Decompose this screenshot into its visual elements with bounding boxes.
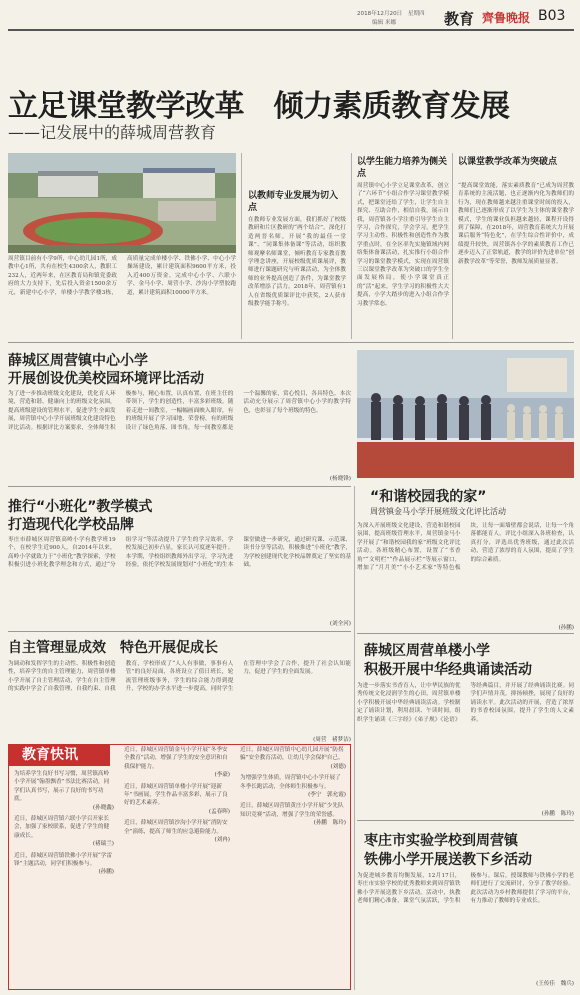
sub-headline: ——记发展中的薛城周营教育 [8, 123, 217, 142]
donate-title-1: 枣庄市实验学校到周营镇 [364, 833, 518, 849]
reform-title: 以课堂教学改革为突破点 [458, 157, 558, 167]
recite-author: (孙鹏 陈玲) [541, 811, 574, 817]
student-text: 周营镇中心小学立足课堂改革，创立了“六环节”小组合作学习课堂教学模式，把课堂还给了学生，让学生自主探究、互助合作，相信自我，展示自我，周营镇各小学注重引导学生自主学习，合作探究，学会学习，把学生学习主动性、积极性和创造性作为教学重点时，在全区率先实施镇域内网络集体备课活动，扎实推行小组合作学习的课堂教学模式，实现在周营镇三以课堂教学改革为突破口的学生全面发展格局，使小学课堂真正的“活”起来，学生学习的积极性大大提高，小学大踏步的进入小组合作学习教学常态。 [357, 183, 449, 307]
self-manage-text: 为调动和发挥学生的主动性、积极性和创造性，培养学生的自主管理能力，周营镇单楼小学开展了自主管理活动，学生在自主管理的实践中学会了自我管理、自我约束、自我教育，学校形成了“人人有事做，事事有人管”的良好局面，各班设立了值日班长，轮流管理班级事务，学生的综合能力得到提升，学校的办学水平进一步提高，同时学生在管理中学会了合作，提升了社会认知能力，促进了学生的全面发展。 [8, 661, 351, 693]
col-divider-1 [241, 153, 242, 339]
reform-text: “提高课堂效能，落实素质教育”已成为周营教育系统的主流活题，也正逐渐内化为教师们的行为，现在教师越来越注重课堂时间的投入，教师们已逐渐形成了以学生为主体的课堂教学模式，学生的课业负担越来越轻，课程开设得到了保障，在2018年，周营教育系统大力开展课后服务“特色化”，在学生综合性评价中，成绩提升较快，周营镇各小学的素质教育工作已逐步迈入了正常轨道，教学的评价先进单位“创新教学改革”等荣誉，教师发展质量显著。 [458, 183, 574, 265]
harmony-author: (孙鹏) [558, 625, 574, 631]
paper-logo: 齊鲁晚报 [482, 11, 531, 25]
quick-item: 近日，薛城区周营镇黄庄小学开展“少先队知识竞赛”活动，增强了学生的荣誉感。 (孙鹏 陈玲) [240, 803, 346, 827]
section-name: 教育 [444, 10, 475, 28]
donate-author: (王传佳 魏兵) [536, 981, 574, 987]
small-class-title-2: 打造现代化学校品牌 [8, 517, 134, 533]
page-number: B03 [538, 8, 566, 24]
harmony-text: 为深入开展班级文化建设，营造和谐校园氛围，提高班级管理水平，周营镇金马小学开展了“和谐校园我的家”班级文化评比活动。各班级精心布置，设置了“书香角”“文明栏”“作品展示栏”等展示窗口，增加了“月月美”“小小艺术家”等特色板块，让每一面墙壁都会说话，让每一个角落都能育人。评比小组深入各班检查，认真打分，评选出优秀班级，通过此次活动，营造了浓厚的育人氛围，提高了学生的综合素质。 [357, 523, 574, 572]
teacher-text: 在教师专业发展方面，我们抓好了校级教研和片区教研的“两个结合”，深化打造两晋名师，开展“我的最佳一堂课”、“同课集体备课”等活动，组织教师观摩名师课堂，倾听教育专家教育教学理念讲座，开展校级优质课展评，教师进行课题研究与听课活动，为全体教师的业务提高创造了条件，为课堂教学改革增添了活力。2018年，周营镇有1人在省级优质课评比中获奖，2人获市级教学能手称号。 [248, 217, 346, 308]
quick-item: 为增强学生体质，周营镇中心小学开展了冬季长跑活动，全体师生积极参与。 (李宁 郭允霞) [240, 775, 346, 799]
rule-right-2 [357, 820, 574, 821]
small-class-text: 枣庄市薛城区周营镇高岭小学有教学班19个，在校学生近900人，自2014年以来，高岭小学就致力于“小班化”教学探索，学校积极引进小班化教学理念和方式，通过“分组学习”等活动提升了学生的学习效率，学校发展已初步凸显，家长认可度逐年提升。本学期，学校组织教师外出学习，学习先进经验，依托学校发展规划对“小班化”的生本课堂做进一步研究，通过研究课、示范课、读书分享等活动，积极推进“小班化”教学，为学校创建现代化学校品牌奠定了坚实的基础。 [8, 537, 351, 569]
quick-col-2 [124, 746, 230, 986]
donate-text: 为促进城乡教育均衡发展，12月17日，枣庄市实验学校的优秀教师来到周营镇铁佛小学开展送教下乡活动。活动中，执教老师们精心准备，课堂气氛活跃，学生积极参与。课后，授课教师与铁佛小学的老师们进行了交流研讨，分享了教学经验。此次活动为乡村教师提供了学习的平台，有力推动了教师的专业成长。 [357, 873, 574, 905]
lead-text: 周营镇目前有小学9所，中心幼儿园1所，成教中心1所，共有在校生4300余人，教职工232人，近两年来，在区教育局和镇党委政府的大力支持下，先后投入资金1500余万元，新建中心小学，单楼小学教学楼3栋，高质量完成单楼小学、铁佛小学、中心小学操场建设，累计建筑面积9600平方米，投入近400万资金，完成中心小学、六联小学、金马小学、周营小学、沙沟小学塑胶跑道，累计建筑面积10000平方米。 [8, 256, 236, 296]
self-manage-author: (周营 褚梦洁) [313, 737, 351, 743]
quick-item: 近日，薛城区周营镇单楼小学开展“迎新年”书画展，学生作品丰富多彩，展示了良好的艺术素养。 (孟春晖) [124, 783, 230, 815]
donate-title-2: 铁佛小学开展送教下乡活动 [364, 852, 532, 868]
harmony-subtitle: 周营镇金马小学开展班级文化评比活动 [370, 507, 506, 516]
quick-item: 近日，薛城区周营镇沙沟小学开展“消防安全”演练，提高了师生的应急避险能力。 (刘冉) [124, 820, 230, 844]
recite-title-2: 积极开展中华经典诵读活动 [364, 662, 532, 678]
recite-title-1: 薛城区周营单楼小学 [364, 643, 490, 659]
header-editor: 编辑 米娜 [372, 20, 397, 26]
quick-col-3 [240, 746, 346, 986]
environment-author: (杨晓锋) [329, 476, 351, 482]
self-manage-title: 自主管理显成效 特色开展促成长 [8, 640, 218, 656]
quick-col-1 [14, 770, 114, 986]
col-divider-3 [452, 153, 453, 339]
rule-mid-3 [8, 631, 351, 632]
environment-title-2: 开展创设优美校园环境评比活动 [8, 371, 204, 387]
recite-text: 为进一步落实书香育人，让中华民族的优秀传统文化浸润学生的心田，周营镇单楼小学积极开展中华经典诵读活动。学校制定了诵读计划，利用晨读、午读时间，组织学生诵读《三字经》《弟子规》《论语》等经典篇目，并开展了经典诵读比赛。同学们声情并茂，抑扬顿挫，展现了良好的诵读水平。此次活动的开展，营造了浓厚的书香校园氛围，提升了学生的人文素养。 [357, 683, 574, 723]
col-divider-lower [354, 486, 355, 990]
quick-news-tab [8, 744, 110, 766]
school-photo [8, 153, 236, 253]
header-rule [8, 29, 574, 31]
quick-news-title: 教育快讯 [22, 747, 78, 763]
environment-text: 为了进一步推动班级文化建设，优化育人环境，营造和谐、健康向上的班级文化氛围，提高班级建设的管理水平，促进学生全面发展，周营镇中心小学开展班级文化建设特色评比活动。根据评比方案要求，全体师生积极参与，精心布置，认真布置，在班主任的带领下，学生的创造性，丰富多彩班级。随着走进一间教室，一幅幅画面映入眼帘，有的班级开展了学习园地、荣誉榜，有的班级设计了绿色角落、图书角，每一间教室都是一个温馨的家，赏心悦目，各具特色。本次活动充分展示了周营镇中心小学的教学特色，也彰显了每个班级的特色。 [8, 391, 351, 431]
col-divider-2 [351, 153, 352, 339]
main-headline: 立足课堂教学改革 倾力素质教育发展 [8, 89, 510, 124]
activity-photo [357, 350, 574, 478]
quick-item: 近日，薛城区周营镇铁佛小学开展“学雷锋”主题活动，同学们积极参与。 (孙鹏) [14, 852, 114, 876]
small-class-author: (刘全河) [329, 621, 351, 627]
environment-title-1: 薛城区周营镇中心小学 [8, 353, 148, 369]
harmony-title: “和谐校园我的家” [370, 489, 487, 505]
quick-item: 近日，薛城区周营镇金马小学开展“冬季安全教育”活动，增强了学生的安全意识和自我保护能力。 (李豪) [124, 747, 230, 779]
rule-mid-2 [8, 486, 351, 487]
rule-mid-1 [8, 342, 574, 343]
quick-item: 近日，薛城区周营镇中心幼儿园开展“防拐骗”安全教育活动，让幼儿学会保护自己。 (刘德) [240, 747, 346, 770]
rule-right-1 [357, 633, 574, 634]
quick-item: 近日，薛城区周营镇六联小学召开家长会，加强了家校联系，促进了学生的健康成长。 (褚瑞兰) [14, 816, 114, 848]
small-class-title-1: 推行“小班化”教学模式 [8, 499, 153, 515]
student-title: 以学生能力培养为侧关点 [357, 157, 448, 179]
teacher-title: 以教师专业发展为切入点 [248, 191, 339, 213]
quick-item: 为培养学生良好书写习惯，周营镇高岭小学开展“翰墨飘香”书法比赛活动，同学们认真书写，展示了良好的书写功底。 (孙晓鑫) [14, 771, 114, 811]
header-date: 2018年12月20日 星期四 [357, 11, 425, 17]
